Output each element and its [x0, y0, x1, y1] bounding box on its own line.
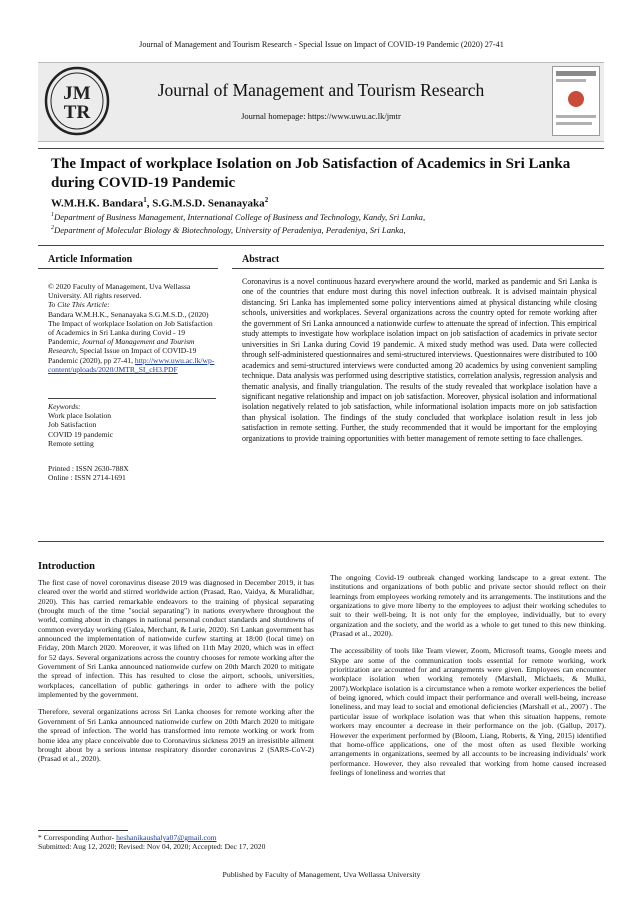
running-head: Journal of Management and Tourism Research - Special Issue on Impact of COVID-19 Pandemic (2020) 27-41 [139, 40, 504, 49]
journal-homepage: Journal homepage: https://www.uwu.ac.lk/jmtr [241, 111, 401, 121]
info-top-rule [38, 245, 604, 246]
issn-block [48, 464, 216, 482]
journal-logo [44, 66, 110, 136]
affiliation-1: $^1$Department of Business Management, International College of Business and Technology, Kandy, Sri Lanka, [51, 212, 426, 222]
author-2: , S.G.M.S.D. Senanayaka [146, 197, 265, 210]
jmtr-logo-icon [44, 66, 110, 136]
keyword-item: COVID 19 pandemic [48, 429, 113, 439]
keyword-item: Remote setting [48, 438, 94, 448]
intro-left-column [38, 578, 314, 772]
intro-paragraph: The ongoing Covid-19 outbreak changed working landscape to a great extent. The institutions and organizations of both public and private sector should reflect on their learnings from employees working remotely and its arrangements. The institutions and the organizations to give more liberty to the employees to adjust their working schedules to suit to their well-being. It is not only for the employee, individually, but to every organization and the society, and the world as a whole to get tuned to this new thinking. (Prasad et al., 2020). [330, 573, 606, 639]
issn-online: Online : ISSN 2714-1691 [48, 473, 126, 483]
intro-paragraph: Therefore, several organizations across Sri Lanka chooses for remote working after the Government of Sri Lanka announced nationwide curfew on 20th March 2020 to mitigate the spread of infection. The world has transformed into remote working or work from home idea any place conceivable due to Coronavirus sickness 2019 an irresistible ailment brought about by a serious intense respiratory disorder coronavirus 2 (SARS-CoV-2)(Prasad et al., 2020). [38, 707, 314, 764]
abstract-rule [232, 268, 604, 269]
page-footer: Published by Faculty of Management, Uva Wellassa University [222, 870, 421, 879]
keyword-item: Job Satisfaction [48, 420, 97, 430]
author-1: W.M.H.K. Bandara [51, 197, 144, 210]
article-info-cite-block [48, 282, 216, 374]
abstract-text: Coronavirus is a novel continuous hazard everywhere around the world, marked as pandemic and Sri Lanka is one of the countries that endure most during this novel infection outbreak. It is advised maintain physical distancing. Sri Lanka has implemented some policy interventions aimed at physical distancing while closing schools, universities and workplaces. Several organizations across the country opted for remote working after the government of Sri Lanka announced a nationwide curfew to attenuate the spread of infection. This empirical study attempts to investigate how workplace isolation impact on job satisfaction of academics in private sector universities in Sri Lanka during Covid 19 pandemic. A mixed study method was used. Data were collected through self-administered questionnaires and semi-structured interviews. Questionnaires were distributed to 100 academics and semi-structured interviews were conducted among 20 academics by using convenient sampling technique. Data analysis was performed using descriptive statistics, correlation analysis, regression analysis and thematic analysis, and finally triangulation. The results of the study revealed that workplace isolation have a significant negative relationship and impact on job satisfaction. Moreover, physical isolation and informational isolation negatively related to job satisfaction, while informational isolation impacts more on job satisfaction than physical isolation. The findings of the study concluded that workplace isolation result in less job satisfaction in remote setting. Further, the study recommended that it would be important for the employing organizations to provide training opportunities with better management of remote setting to face challenges. [242, 277, 597, 443]
title-top-rule [38, 148, 604, 149]
introduction-heading: Introduction [38, 561, 95, 572]
svg-text:TR: TR [63, 102, 91, 123]
submission-dates: Submitted: Aug 12, 2020; Revised: Nov 04, 2020; Accepted: Dec 17, 2020 [38, 842, 266, 852]
cite-label: To Cite This Article: [48, 300, 110, 310]
intro-paragraph: The first case of novel coronavirus disease 2019 was diagnosed in December 2019, it has cleared over the world and stirred worldwide action (Prasad, Rao, Vaidya, & Muralidhar, 2020). This has carried remarkable endeavors to the training of physical separating (brought much of the time "social separating") in nations everywhere throughout the world, coming about in changes in national personal conduct standards and shutdowns of common everyday working (Galea, Merchant, & Lurie, 2020). Sri Lankan government has announced the implementation of nationwide curfew starting at 18:00 (local time) on Friday, 20th March 2020. Moreover, it was lifted on 11th May 2020, which was in effect for 52 days. Several organizations across the country chooses for remote working after the Government of Sri Lanka announced nationwide curfew on 20th March 2020 to mitigate the spread of infection. This has resulted to close the airport, schools, universities, workplaces, cancellation of public gatherings in order to adhere with the policy implemented by the government. [38, 578, 314, 700]
keyword-item: Work place Isolation [48, 411, 112, 421]
abstract-heading: Abstract [242, 254, 280, 265]
abstract-bottom-rule [38, 541, 604, 542]
paper-title: The Impact of workplace Isolation on Job Satisfaction of Academics in Sri Lanka during COVID-19 Pandemic [51, 156, 571, 191]
article-info-heading: Article Information [48, 254, 133, 265]
cite-link[interactable]: http://www.uwu.ac.lk/wp-content/uploads/2020/JMTR_SI_cH3.PDF [48, 355, 215, 374]
copyright-text: © 2020 Faculty of Management, Uva Wellassa University. All rights reserved. [48, 282, 191, 301]
journal-cover-thumbnail-icon [552, 66, 600, 136]
corresponding-email-link[interactable]: heshanikaushalya07@gmail.com [116, 833, 217, 842]
keywords-block [48, 402, 216, 448]
journal-header-band [38, 62, 604, 142]
intro-right-column [330, 573, 606, 785]
affiliation-2: $^2$Department of Molecular Biology & Biotechnology, University of Peradeniya, Peradeniya, Sri Lanka, [51, 225, 406, 235]
keywords-label: Keywords: [48, 402, 81, 411]
footnote-rule [38, 830, 128, 831]
svg-text:JM: JM [63, 83, 91, 104]
keywords-rule [48, 398, 216, 399]
issn-print: Printed : ISSN 2630-788X [48, 464, 129, 473]
author-1-sup: 1 [143, 196, 147, 204]
intro-paragraph: The accessibility of tools like Team viewer, Zoom, Microsoft teams, Google meets and Skype are some of the communication tools essential for remote working, work prioritization are accounted for and arrangements were given. Employees can encounter workplace isolation when working remotely (Marshall, Michaels, & Mulki, 2007).Workplace isolation is a circumstance when a remote worker experiences the belief of being ignored, which could impact their performance and overall well-being, increase loneliness, and may lead to social and emotional deficiencies (Marshall et al., 2007) . The particular issue of workplace isolation was that when this situation happens, remote workers may encounter a decrease in their performance on the job. (Gallup, 2017). However the experiment performed by (Bloom, Liang, Roberts, & Ying, 2015) identified that home-office applications, one of the most often as used flexible working arrangements in organizations, seemed by all accounts to be increasing individuals' work performance. However, they also revealed that working from home caused increased feelings of loneliness and worries that [330, 646, 606, 777]
corresponding-author: * Corresponding Author- heshanikaushalya07@gmail.com [38, 833, 217, 842]
info-left-rule [38, 268, 218, 269]
footnote [38, 833, 265, 852]
journal-title: Journal of Management and Tourism Research [157, 80, 485, 100]
author-2-sup: 2 [264, 196, 269, 204]
cite-text: Bandara W.M.H.K., Senanayaka S.G.M.S.D., (2020) The Impact of workplace Isolation on Job Satisfaction of Academics in Sri Lanka during Covid - 19 Pandemic, Journal of Management and Tourism Research, Special Issue on Impact of COVID-19 Pandemic (2020), pp 27-41, http://www.uwu.ac.lk/wp-content/uploads/2020/JMTR_SI_cH3.PDF [48, 309, 215, 374]
paper-authors [51, 196, 268, 210]
